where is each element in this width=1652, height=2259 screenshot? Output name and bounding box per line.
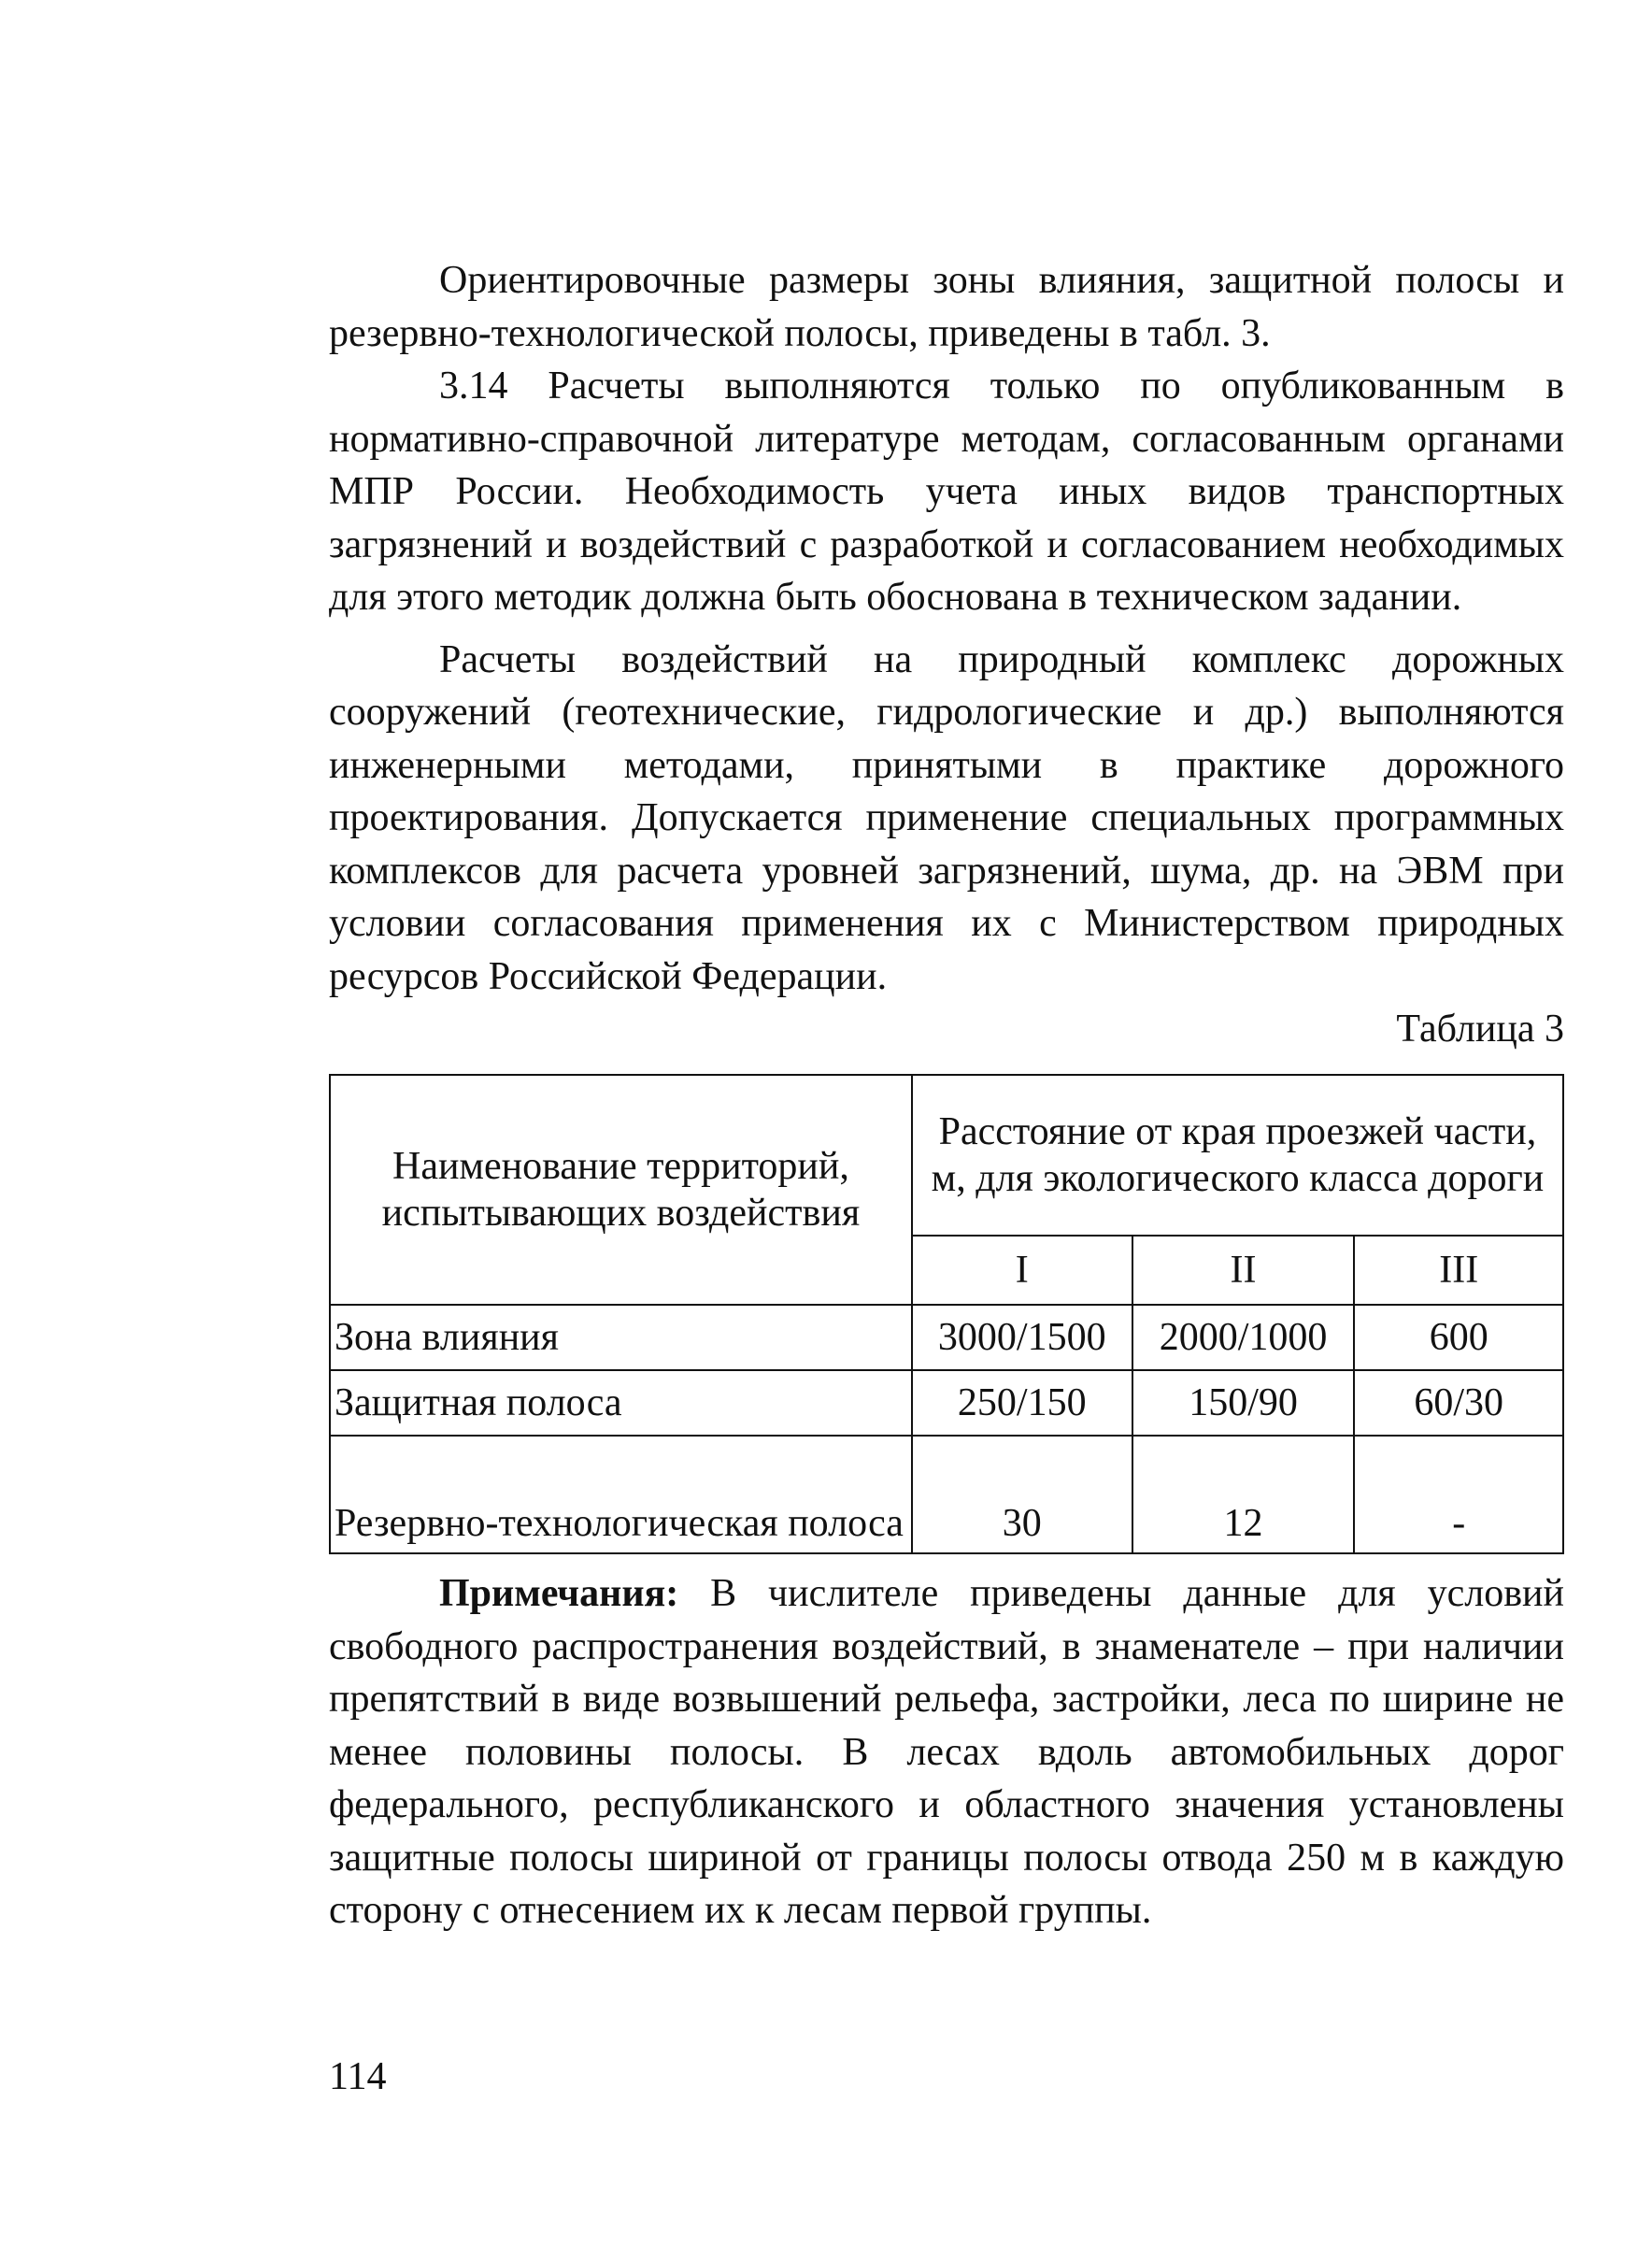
paragraph-table-reference: Ориентировочные размеры зоны влияния, защитной полосы и резервно-технологической полосы, приведены в табл. 3.: [329, 259, 1564, 355]
header-territory-name: Наименование территорий, испытывающих воздействия: [330, 1075, 912, 1305]
impact-zones-table: [329, 1074, 1564, 1554]
row-name: Резервно-технологическая полоса: [330, 1436, 912, 1553]
notes-label: Примечания:: [439, 1572, 679, 1615]
table-cell: 250/150: [912, 1370, 1132, 1436]
table-cell: 600: [1354, 1305, 1563, 1370]
header-class-2: II: [1132, 1236, 1355, 1305]
notes-text: В числителе приведены данные для условий свободного распространения воздействий, в знаменателе – при наличии препятствий в виде возвышений рельефа, застройки, леса по ширине не менее половины полосы. В лесах вдоль автомобильных дорог федерального, республиканского и областного значения установлены защитные полосы шириной от границы полосы отвода 250 м в каждую сторону с отнесением их к лесам первой группы.: [329, 1572, 1564, 1932]
row-name: Защитная полоса: [330, 1370, 912, 1436]
table-row: [330, 1370, 1563, 1436]
page-number: 114: [329, 2055, 387, 2098]
header-distance: Расстояние от края проезжей части, м, для экологического класса дороги: [912, 1075, 1563, 1236]
table-row: [330, 1436, 1563, 1553]
paragraph-3-14: 3.14 Расчеты выполняются только по опубликованным в нормативно-справочной литературе методам, согласованным органами МПР России. Необходимость учета иных видов транспортных загрязнений и воздействий с разработкой и согласованием необходимых для этого методик должна быть обоснована в техническом задании.: [329, 365, 1564, 619]
table-cell: 30: [912, 1436, 1132, 1553]
header-class-1: I: [912, 1236, 1132, 1305]
table-cell: 150/90: [1132, 1370, 1355, 1436]
table-cell: 3000/1500: [912, 1305, 1132, 1370]
row-name: Зона влияния: [330, 1305, 912, 1370]
paragraph-calculations: Расчеты воздействий на природный комплекс дорожных сооружений (геотехнические, гидрологические и др.) выполняются инженерными методами, принятыми в практике дорожного проектирования. Допускается применение специальных программных комплексов для расчета уровней загрязнений, шума, др. на ЭВМ при условии согласования применения их с Министерством природных ресурсов Российской Федерации.: [329, 637, 1564, 998]
header-class-3: III: [1354, 1236, 1563, 1305]
table-cell: 12: [1132, 1436, 1355, 1553]
table-caption: Таблица 3: [1396, 1008, 1564, 1051]
table-row: [330, 1305, 1563, 1370]
notes-paragraph: [329, 1567, 1564, 1937]
table-cell: 2000/1000: [1132, 1305, 1355, 1370]
table-cell: 60/30: [1354, 1370, 1563, 1436]
document-page: [329, 254, 1564, 1937]
table-cell: -: [1354, 1436, 1563, 1553]
